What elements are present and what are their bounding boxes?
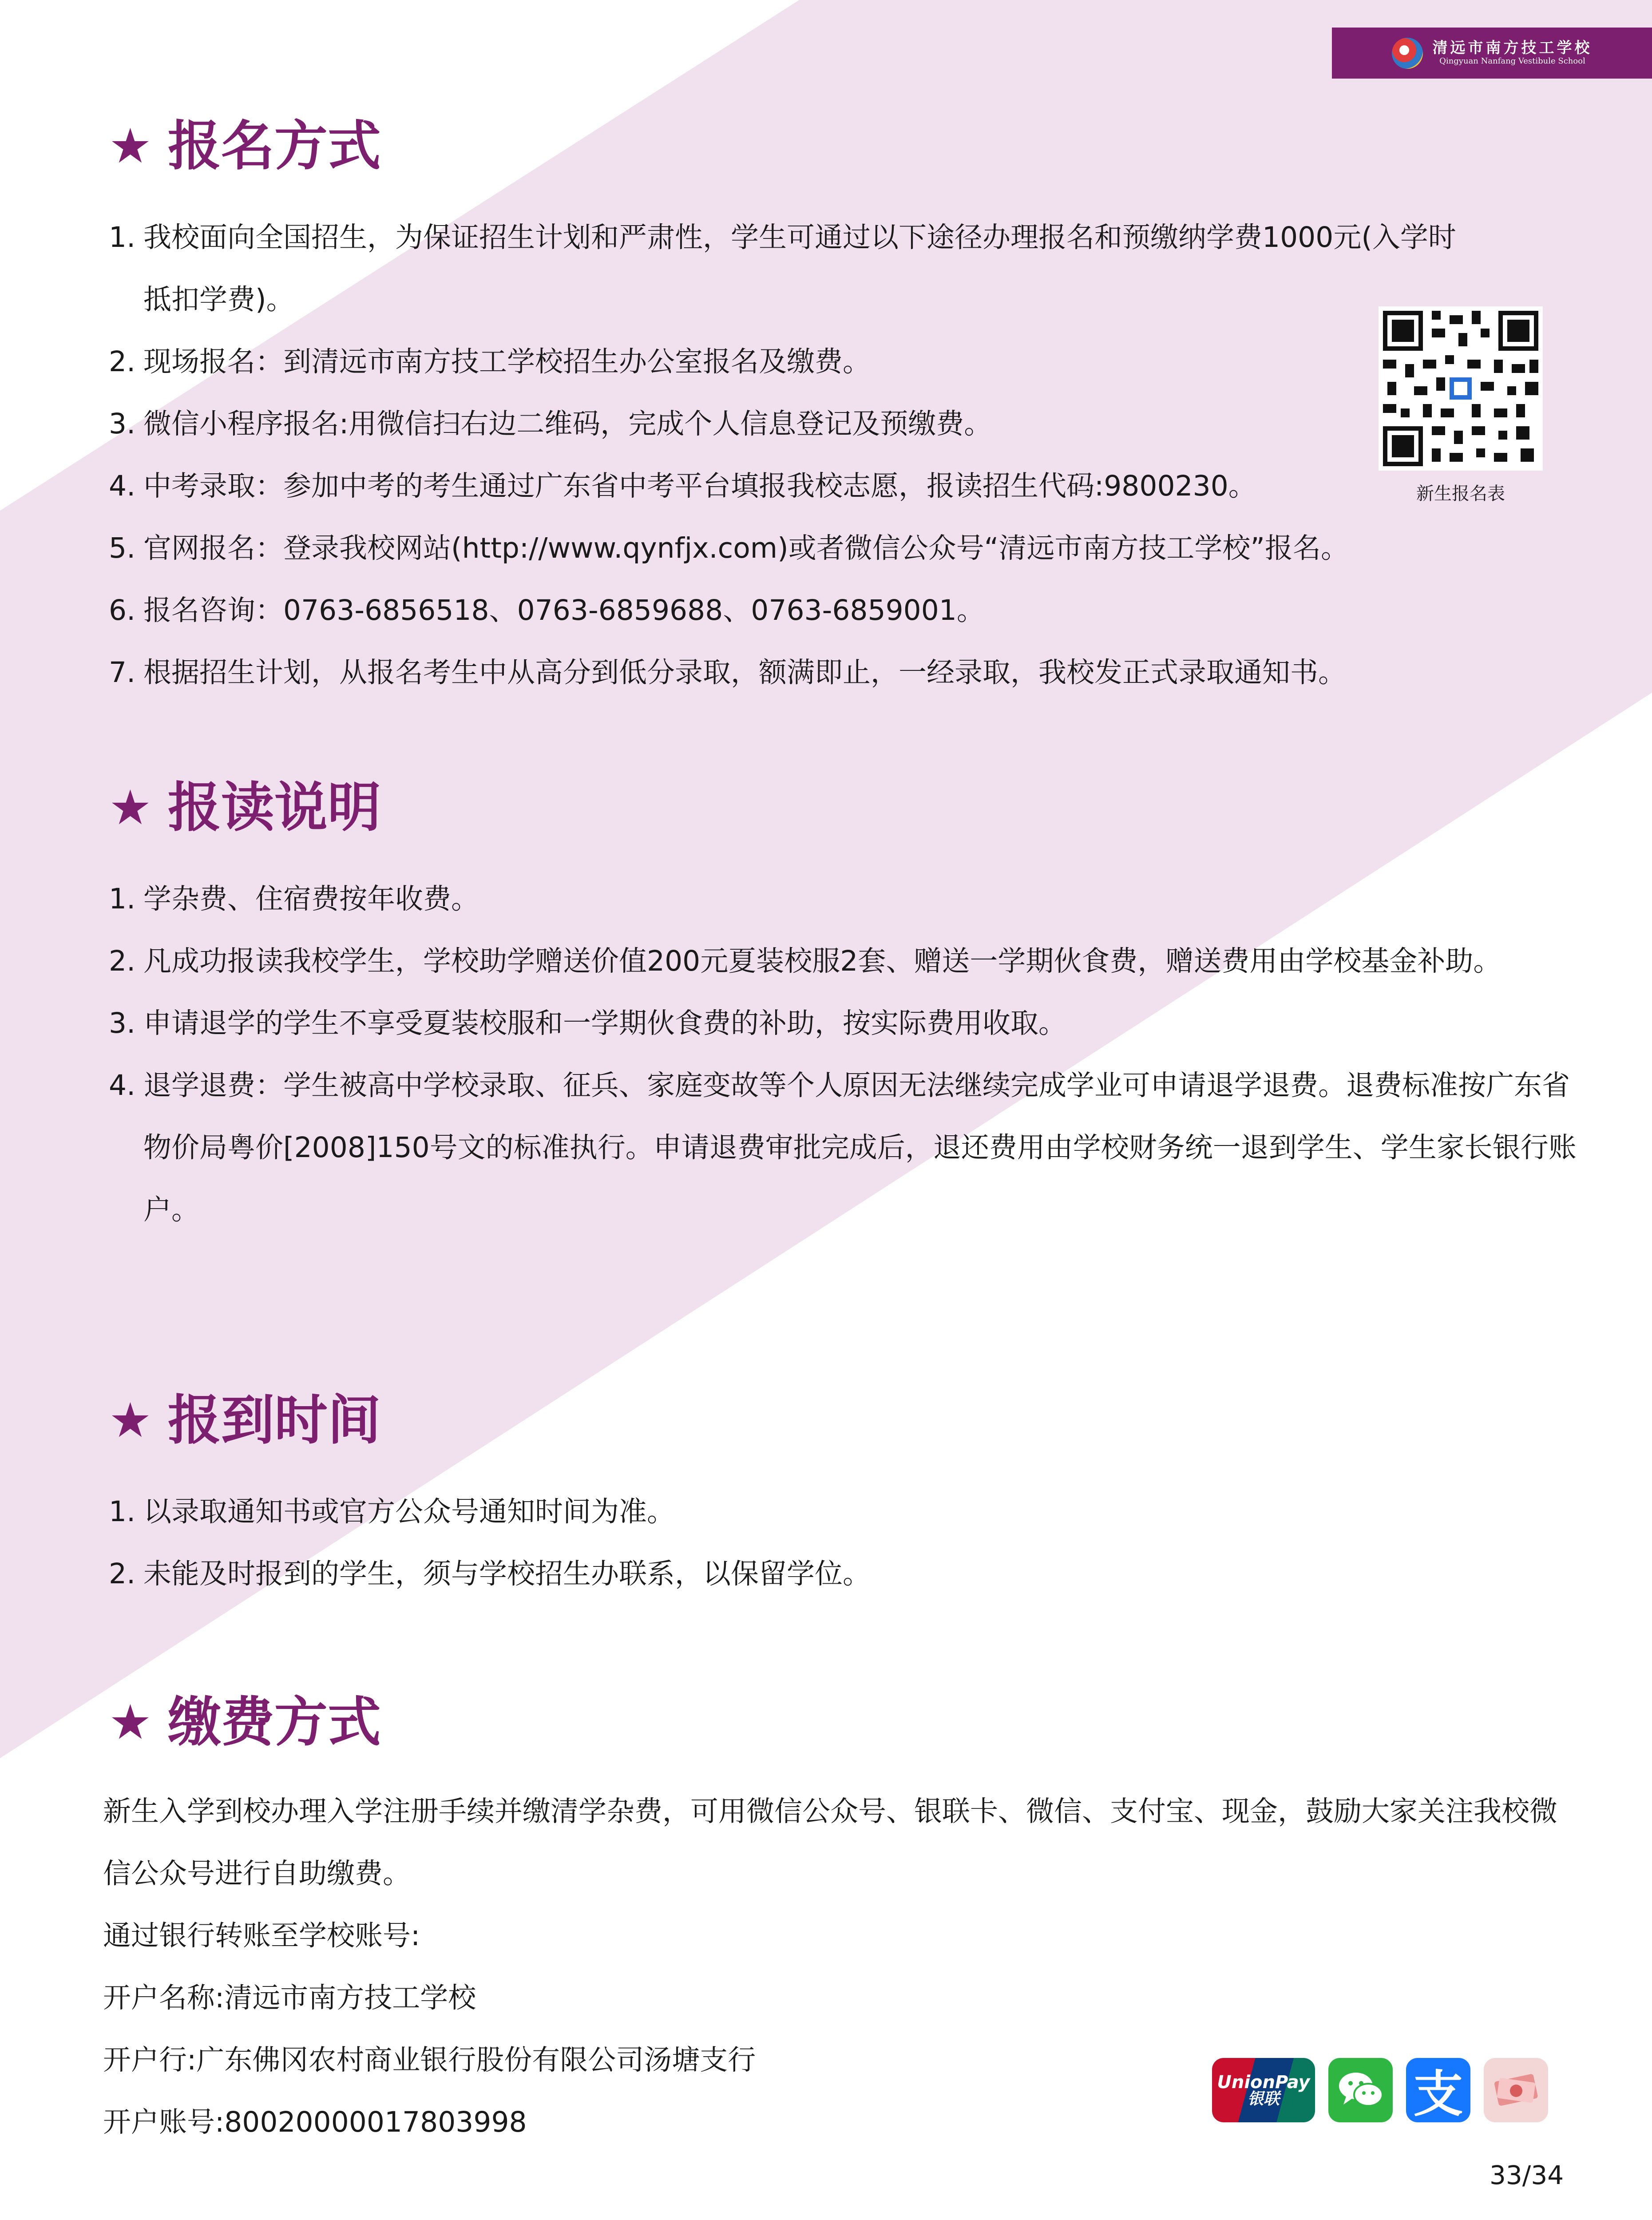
payment-icons [1212,2058,1548,2122]
enrollment-notes-list [109,868,1583,1241]
payment-paragraph: 通过银行转账至学校账号: [103,1919,420,1952]
list-item: 1. 以录取通知书或官方公众号通知时间为准。 [109,1495,675,1528]
wechat-pay-icon [1328,2058,1393,2122]
section-report-time [109,1390,1583,1605]
list-item: 5. 官网报名：登录我校网站(http://www.qynfjx.com)或者微信公众号“清远市南方技工学校”报名。 [109,532,1349,564]
section-title: 报读说明 [167,777,381,839]
star-icon: ★ [109,119,152,174]
unionpay-icon: UnionPay 银联 [1212,2058,1315,2122]
section-title: 报到时间 [167,1390,381,1451]
cash-icon [1484,2058,1548,2122]
section-heading [109,777,1583,839]
account-name: 开户名称:清远市南方技工学校 [103,1982,476,2014]
qr-caption: 新生报名表 [1416,484,1505,504]
school-name-cn: 清远市南方技工学校 [1432,39,1593,57]
school-logo-icon [1392,38,1423,69]
alipay-icon: 支 [1406,2058,1470,2122]
list-item: 3. 微信小程序报名:用微信扫右边二维码，完成个人信息登记及预缴费。 [109,408,992,440]
section-title: 报名方式 [167,115,381,177]
page-number: 33/34 [1490,2160,1564,2190]
section-enrollment-notes [109,777,1583,1241]
school-name-en: Qingyuan Nanfang Vestibule School [1439,56,1585,66]
section-heading [109,1692,1583,1753]
registration-list [109,206,1583,704]
section-heading [109,1390,1583,1451]
account-number: 开户账号:80020000017803998 [103,2106,527,2138]
school-banner [1332,28,1652,79]
star-icon: ★ [109,1695,152,1750]
list-item: 2. 凡成功报读我校学生，学校助学赠送价值200元夏装校服2套、赠送一学期伙食费，赠送费用由学校基金补助。 [109,945,1501,977]
list-item: 7. 根据招生计划，从报名考生中从高分到低分录取，额满即止，一经录取，我校发正式录取通知书。 [109,656,1346,689]
list-item: 3. 申请退学的学生不享受夏装校服和一学期伙食费的补助，按实际费用收取。 [109,1007,1066,1039]
list-item: 1. 我校面向全国招生，为保证招生计划和严肃性，学生可通过以下途径办理报名和预缴纳学费1000元(入学时抵扣学费)。 [109,221,1456,316]
list-item: 2. 现场报名：到清远市南方技工学校招生办公室报名及缴费。 [109,345,871,378]
list-item: 4. 退学退费：学生被高中学校录取、征兵、家庭变故等个人原因无法继续完成学业可申请退学退费。退费标准按广东省物价局粤价[2008]150号文的标准执行。申请退费审批完成后，退还费用由学校财务统一退到学生、学生家长银行账户。 [109,1069,1577,1226]
report-time-list [109,1481,1583,1605]
list-item: 1. 学杂费、住宿费按年收费。 [109,883,479,915]
list-item: 2. 未能及时报到的学生，须与学校招生办联系，以保留学位。 [109,1558,871,1590]
section-registration [109,115,1583,704]
list-item: 4. 中考录取：参加中考的考生通过广东省中考平台填报我校志愿，报读招生代码:9800230。 [109,470,1256,502]
qr-code-icon[interactable] [1379,306,1543,471]
star-icon: ★ [109,780,152,836]
section-title: 缴费方式 [167,1692,381,1753]
payment-paragraph: 新生入学到校办理入学注册手续并缴清学杂费，可用微信公众号、银联卡、微信、支付宝、现金，鼓励大家关注我校微信公众号进行自助缴费。 [103,1795,1557,1890]
account-bank: 开户行:广东佛冈农村商业银行股份有限公司汤塘支行 [103,2044,756,2076]
section-heading [109,115,1583,177]
list-item: 6. 报名咨询：0763-6856518、0763-6859688、0763-6859001。 [109,594,985,626]
star-icon: ★ [109,1393,152,1448]
